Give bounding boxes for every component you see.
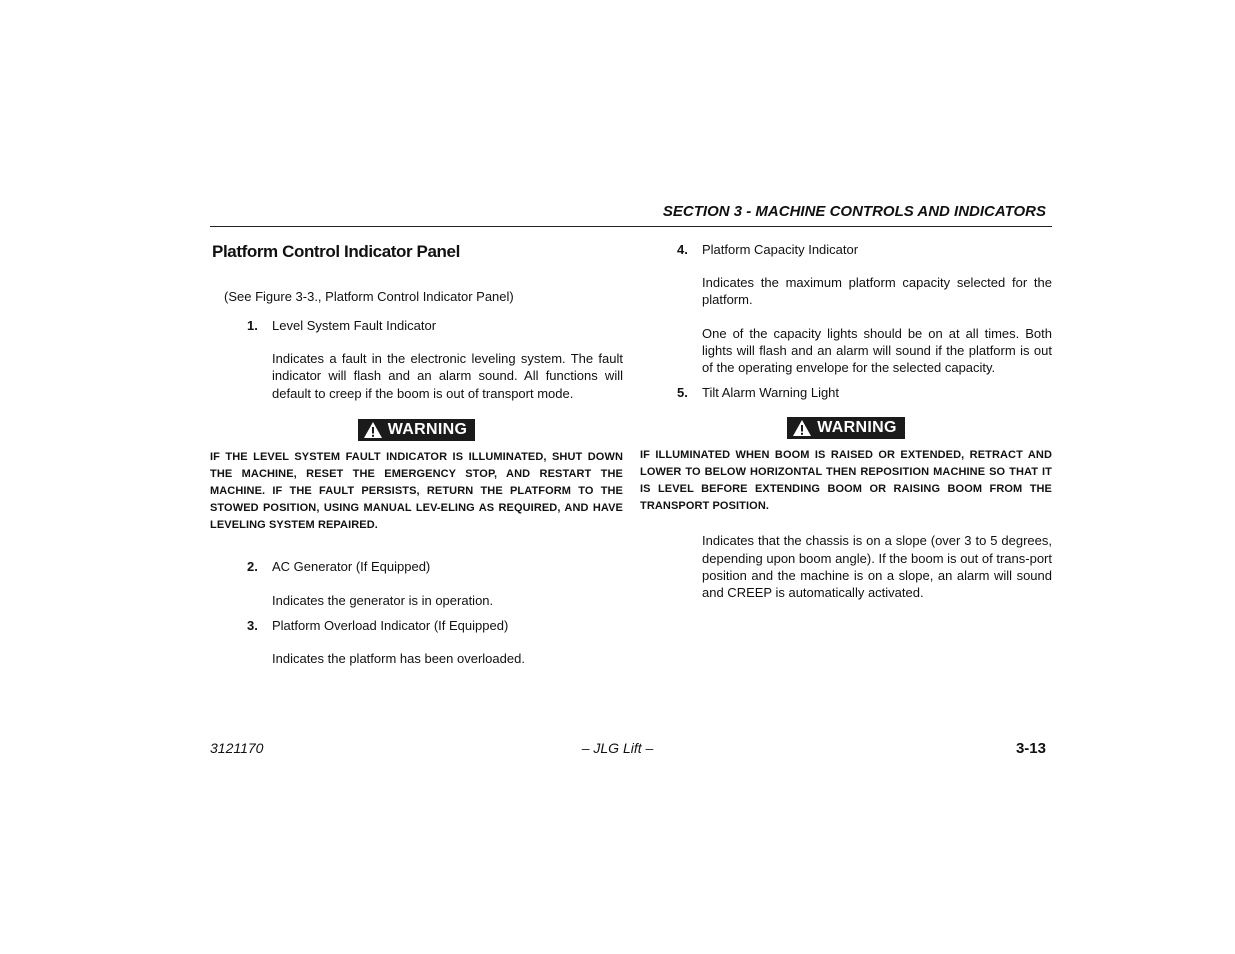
page-number: 3-13 [1015, 740, 1046, 757]
warning-triangle-icon [792, 419, 812, 437]
see-figure-reference: (See Figure 3-3., Platform Control Indicator Panel) [224, 289, 514, 304]
warning-box [640, 417, 1052, 442]
list-item-1 [210, 318, 623, 333]
item-label: Platform Capacity Indicator [702, 242, 859, 257]
item-number: 1. [247, 318, 258, 333]
section-header: SECTION 3 - MACHINE CONTROLS AND INDICATORS [662, 203, 1046, 220]
item-label: Tilt Alarm Warning Light [702, 385, 840, 401]
list-item-2 [210, 559, 623, 574]
warning-badge [358, 419, 475, 441]
item-label: AC Generator (If Equipped) [272, 558, 431, 574]
left-column [210, 240, 623, 667]
document-number: 3121170 [210, 740, 264, 756]
item-description: Indicates the generator is in operation. [272, 592, 494, 608]
item-description: Indicates the platform has been overloaded. [272, 651, 525, 667]
warning-text: IF ILLUMINATED WHEN BOOM IS RAISED OR EXTENDED, RETRACT AND LOWER TO BELOW HORIZONTAL THEN REPOSITION MACHINE SO THAT IT IS LEVEL BEFORE EXTENDING BOOM OR RAISING BOOM FROM THE TRANSPORT POSITION. [640, 449, 1052, 513]
warning-box [210, 419, 623, 444]
warning-triangle-icon [363, 421, 383, 439]
item-number: 5. [677, 385, 688, 401]
footer-brand: – JLG Lift – [581, 740, 654, 756]
item-number: 3. [247, 618, 258, 634]
item-description: Indicates a fault in the electronic leveling system. The fault indicator will flash and an alarm sound. All functions will default to creep if the boom is out of transport mode. [272, 351, 623, 401]
item-label: Level System Fault Indicator [272, 318, 437, 333]
item-description: Indicates the maximum platform capacity selected for the platform. [702, 275, 1052, 308]
warning-label: WARNING [817, 419, 897, 437]
item-label: Platform Overload Indicator (If Equipped) [272, 618, 509, 634]
warning-label: WARNING [387, 420, 468, 438]
header-rule [210, 226, 1052, 227]
list-item-5 [640, 385, 1052, 400]
item-description: One of the capacity lights should be on at all times. Both lights will flash and an alarm will sound if the platform is out of the operating envelope for the selected capacity. [702, 325, 1052, 376]
item-number: 2. [247, 558, 258, 574]
warning-text: IF THE LEVEL SYSTEM FAULT INDICATOR IS ILLUMINATED, SHUT DOWN THE MACHINE, RESET THE EMERGENCY STOP, AND RESTART THE MACHINE. IF THE FAULT PERSISTS, RETURN THE PLATFORM TO THE STOWED POSITION, USING MANUAL LEV-ELING AS REQUIRED, AND HAVE LEVELING SYSTEM REPAIRED. [210, 450, 623, 531]
panel-title: Platform Control Indicator Panel [212, 242, 460, 261]
item-description: Indicates that the chassis is on a slope (over 3 to 5 degrees, depending upon boom angle). If the boom is out of trans-port position and the machine is on a slope, an alarm will sound and CREEP is automatically activated. [702, 533, 1052, 601]
right-column [640, 240, 1052, 602]
warning-badge [787, 417, 904, 439]
list-item-3 [210, 618, 623, 633]
item-number: 4. [677, 242, 688, 257]
list-item-4 [640, 242, 1052, 257]
